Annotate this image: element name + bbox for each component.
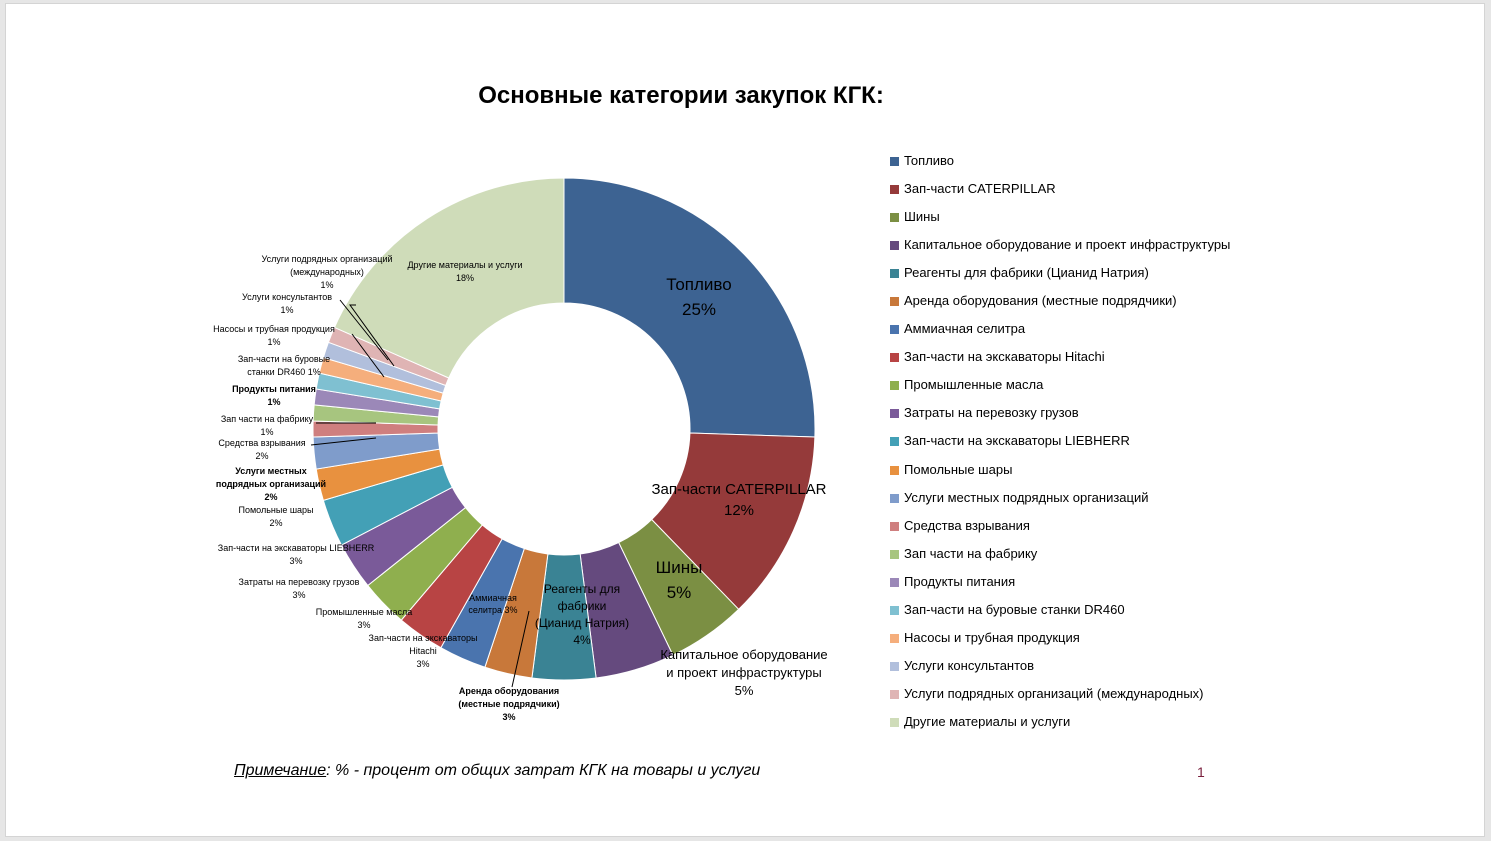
data-label-line: 3% [416, 659, 430, 669]
legend-swatch [890, 634, 899, 643]
data-label-line: 5% [666, 583, 692, 602]
data-label-капитальное-оборудование-и-проект-инфраструктуры [660, 647, 827, 698]
legend-label: Насосы и трубная продукция [904, 629, 1080, 645]
data-label-line: Аренда оборудования [458, 686, 560, 696]
data-label-line: 3% [502, 712, 516, 722]
data-label-line: Зап-части на экскаваторы LIEBHERR [217, 543, 375, 553]
data-label-line: Hitachi [409, 646, 437, 656]
legend-item-другие-материалы-и-услуги [890, 711, 1230, 739]
legend-swatch [890, 157, 899, 166]
legend-label: Зап-части на экскаваторы LIEBHERR [904, 433, 1130, 449]
legend-item-продукты-питания [890, 571, 1230, 599]
legend-label: Зап части на фабрику [904, 545, 1038, 561]
legend-label: Услуги местных подрядных организаций [904, 489, 1149, 505]
legend-label: Другие материалы и услуги [904, 713, 1071, 729]
legend-swatch [890, 550, 899, 559]
legend-label: Топливо [904, 153, 955, 168]
data-label-line: 5% [734, 683, 754, 698]
legend-label: Средства взрывания [904, 517, 1030, 533]
legend-item-зап-части-на-экскаваторы-hitachi [890, 346, 1230, 374]
legend-item-средства-взрывания [890, 515, 1230, 543]
data-label-помольные-шары [238, 505, 313, 528]
legend-swatch [890, 185, 899, 194]
legend-label: Аммиачная селитра [904, 321, 1026, 337]
data-label-line: Услуги местных [235, 466, 307, 476]
legend-label: Помольные шары [904, 461, 1013, 477]
data-label-line: 12% [723, 502, 755, 519]
data-label-line: Зап-части на экскаваторы [368, 633, 478, 643]
data-label-line: 2% [255, 451, 269, 461]
legend-swatch [890, 690, 899, 699]
data-label-line: Шины [655, 558, 703, 577]
legend-label: Услуги консультантов [904, 657, 1035, 673]
legend-swatch [890, 437, 899, 446]
data-label-line: 18% [455, 273, 475, 283]
data-label-услуги-местных-подрядных-организаций [216, 466, 326, 502]
data-label-line: Помольные шары [238, 505, 314, 515]
data-label-line: селитра 3% [468, 605, 518, 615]
legend-item-реагенты-для-фабрики-цианид-натрия [890, 262, 1230, 290]
data-label-line: 1% [260, 427, 274, 437]
legend-item-затраты-на-перевозку-грузов [890, 402, 1230, 430]
legend-label: Зап-части на экскаваторы Hitachi [904, 349, 1105, 365]
legend-swatch [890, 578, 899, 587]
data-label-line: (международных) [290, 267, 364, 277]
legend-item-услуги-подрядных-организаций-международных [890, 683, 1230, 711]
data-label-line: 2% [269, 518, 283, 528]
footnote-text: : % - процент от общих затрат КГК на товары и услуги [326, 762, 761, 779]
legend-swatch [890, 381, 899, 390]
legend-swatch [890, 213, 899, 222]
data-label-line: 1% [280, 305, 294, 315]
legend-swatch [890, 494, 899, 503]
data-label-line: Другие материалы и услуги [407, 260, 523, 270]
data-label-line: станки DR460 1% [247, 367, 321, 377]
data-label-промышленные-масла [316, 607, 412, 630]
legend-item-промышленные-масла [890, 374, 1230, 402]
legend-swatch [890, 466, 899, 475]
legend-item-топливо [890, 150, 1230, 178]
data-label-line: 1% [320, 280, 334, 290]
legend-label: Аренда оборудования (местные подрядчики) [904, 293, 1177, 309]
data-label-line: 3% [292, 590, 306, 600]
data-label-line: 25% [681, 300, 717, 319]
data-label-line: 1% [267, 337, 281, 347]
doughnut-chart [6, 4, 1484, 836]
legend-label: Услуги подрядных организаций (международных) [904, 685, 1204, 701]
chart-title: Основные категории закупок КГК: [478, 82, 884, 109]
legend-item-зап-части-на-экскаваторы-liebherr [890, 430, 1230, 458]
data-label-line: Зап-части на буровые [237, 354, 331, 364]
data-label-зап-части-на-фабрику [221, 414, 314, 437]
legend-label: Зап-части CATERPILLAR [904, 181, 1056, 197]
data-label-затраты-на-перевозку-грузов [239, 577, 360, 600]
data-label-line: 3% [357, 620, 371, 630]
data-label-продукты-питания [232, 384, 316, 407]
legend-item-зап-части-на-буровые-станки-dr460 [890, 599, 1230, 627]
legend-item-зап-части-caterpillar [890, 178, 1230, 206]
data-label-средства-взрывания [218, 438, 305, 461]
data-label-line: Затраты на перевозку грузов [238, 577, 360, 587]
legend-item-помольные-шары [890, 459, 1230, 487]
data-label-line: Зап-части CATERPILLAR [651, 481, 827, 498]
data-label-line: (Цианид Натрия) [534, 616, 630, 630]
legend-swatch [890, 353, 899, 362]
legend-label: Капитальное оборудование и проект инфраструктуры [904, 237, 1231, 253]
legend-item-насосы-и-трубная-продукция [890, 627, 1230, 655]
legend-swatch [890, 606, 899, 615]
footnote-label: Примечание [234, 762, 327, 779]
chart-legend [890, 150, 1230, 739]
data-label-line: подрядных организаций [215, 479, 327, 489]
legend-label: Шины [904, 209, 940, 225]
legend-item-аммиачная-селитра [890, 318, 1230, 346]
footnote [234, 762, 760, 780]
data-label-line: (местные подрядчики) [458, 699, 560, 709]
data-label-line: Продукты питания [232, 384, 316, 394]
legend-item-аренда-оборудования-местные-подрядчики [890, 290, 1230, 318]
legend-item-услуги-местных-подрядных-организаций [890, 487, 1230, 515]
legend-swatch [890, 409, 899, 418]
legend-label: Затраты на перевозку грузов [904, 405, 1079, 421]
legend-item-зап-части-на-фабрику [890, 543, 1230, 571]
legend-item-шины [890, 206, 1230, 234]
data-label-line: фабрики [557, 599, 607, 613]
legend-item-капитальное-оборудование-и-проект-инфраструктуры [890, 234, 1230, 262]
legend-item-услуги-консультантов [890, 655, 1230, 683]
data-label-line: 1% [267, 397, 281, 407]
data-label-line: Зап части на фабрику [220, 414, 314, 424]
slide [5, 3, 1485, 837]
legend-swatch [890, 325, 899, 334]
data-label-насосы-и-трубная-продукция [213, 324, 335, 347]
data-label-line: Услуги подрядных организаций [261, 254, 393, 264]
data-label-line: Капитальное оборудование [660, 647, 828, 662]
data-label-line: Промышленные масла [315, 607, 413, 617]
data-label-зап-части-на-буровые-станки-dr460 [238, 354, 330, 377]
legend-swatch [890, 662, 899, 671]
page-number: 1 [1197, 764, 1205, 780]
legend-swatch [890, 297, 899, 306]
data-label-line: Услуги консультантов [241, 292, 333, 302]
data-label-аренда-оборудования-местные-подрядчики [458, 686, 559, 722]
data-label-line: Средства взрывания [218, 438, 306, 448]
data-label-line: 3% [289, 556, 303, 566]
legend-swatch [890, 718, 899, 727]
legend-swatch [890, 522, 899, 531]
data-label-line: Топливо [666, 275, 732, 294]
data-label-line: 4% [573, 633, 591, 647]
data-label-line: Аммиачная [469, 593, 517, 603]
legend-label: Промышленные масла [904, 377, 1044, 393]
legend-swatch [890, 269, 899, 278]
legend-label: Реагенты для фабрики (Цианид Натрия) [904, 265, 1149, 281]
data-label-line: и проект инфраструктуры [666, 665, 822, 680]
legend-label: Продукты питания [904, 573, 1016, 589]
data-label-line: Реагенты для [543, 582, 621, 596]
data-label-line: Насосы и трубная продукция [213, 324, 335, 334]
data-label-услуги-консультантов [242, 292, 332, 315]
legend-swatch [890, 241, 899, 250]
legend-label: Зап-части на буровые станки DR460 [904, 601, 1125, 617]
data-label-line: 2% [264, 492, 278, 502]
